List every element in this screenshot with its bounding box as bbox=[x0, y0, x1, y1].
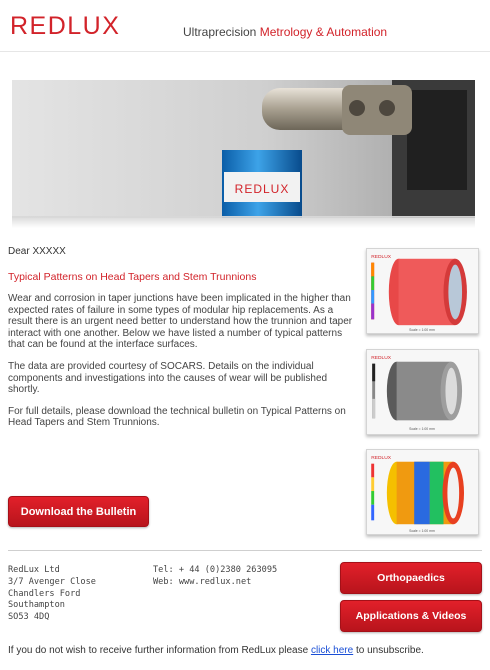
download-bulletin-button[interactable]: Download the Bulletin bbox=[8, 496, 149, 527]
thumbnail-grey-taper-scan[interactable] bbox=[366, 349, 479, 435]
greeting: Dear XXXXX bbox=[8, 246, 66, 257]
footer-divider bbox=[8, 550, 482, 551]
orthopaedics-button[interactable]: Orthopaedics bbox=[340, 562, 482, 594]
hero-shadow bbox=[12, 216, 475, 228]
footer-contact bbox=[153, 565, 277, 589]
svg-text:Scale = 1:00 mm: Scale = 1:00 mm bbox=[409, 529, 435, 534]
applications-videos-button[interactable]: Applications & Videos bbox=[340, 600, 482, 632]
email-body bbox=[8, 246, 358, 429]
svg-text:Scale = 1:00 mm: Scale = 1:00 mm bbox=[409, 427, 435, 432]
svg-text:REDLUX: REDLUX bbox=[10, 12, 121, 40]
svg-text:REDLUX: REDLUX bbox=[371, 254, 392, 260]
svg-text:Scale = 1:00 mm: Scale = 1:00 mm bbox=[409, 328, 435, 333]
svg-text:REDLUX: REDLUX bbox=[234, 182, 290, 196]
footer-web[interactable]: Web: www.redlux.net bbox=[153, 576, 252, 587]
tagline: Ultraprecision Metrology & Automation bbox=[183, 25, 388, 39]
footer-address: RedLux Ltd 3/7 Avenger Close Chandlers Ford Southampton SO53 4DQ bbox=[8, 565, 96, 623]
thumbnail-heatmap-taper-scan[interactable] bbox=[366, 449, 479, 535]
unsubscribe-link[interactable]: click here bbox=[310, 645, 354, 656]
svg-text:REDLUX: REDLUX bbox=[371, 355, 392, 361]
redlux-logo[interactable] bbox=[10, 12, 150, 40]
svg-text:REDLUX: REDLUX bbox=[371, 455, 392, 461]
footer-tel: Tel: + 44 (0)2380 263095 bbox=[153, 565, 278, 575]
paragraph-details: For full details, please download the technical bulletin on Typical Patterns on Head Tapers and Stem Trunnions. bbox=[8, 405, 346, 429]
headline: Typical Patterns on Head Tapers and Stem Trunnions bbox=[8, 271, 257, 283]
thumbnail-red-taper-scan[interactable] bbox=[366, 248, 479, 334]
unsubscribe-line: If you do not wish to receive further information from RedLux please click here to unsubscribe. bbox=[8, 645, 424, 656]
paragraph-intro: Wear and corrosion in taper junctions have been implicated in the higher than expected rates of failure in some types of modular hip replacements. As a result there is an urgent need better to understand how the trunnion and taper interact with one another. Below we have listed a number of typical patterns that can be found at the interface surfaces. bbox=[8, 293, 353, 351]
header bbox=[0, 0, 490, 52]
hero-image bbox=[12, 80, 475, 218]
paragraph-data: The data are provided courtesy of SOCARS. Details on the individual components and investigations into the causes of wear will be published shortly. bbox=[8, 360, 328, 396]
